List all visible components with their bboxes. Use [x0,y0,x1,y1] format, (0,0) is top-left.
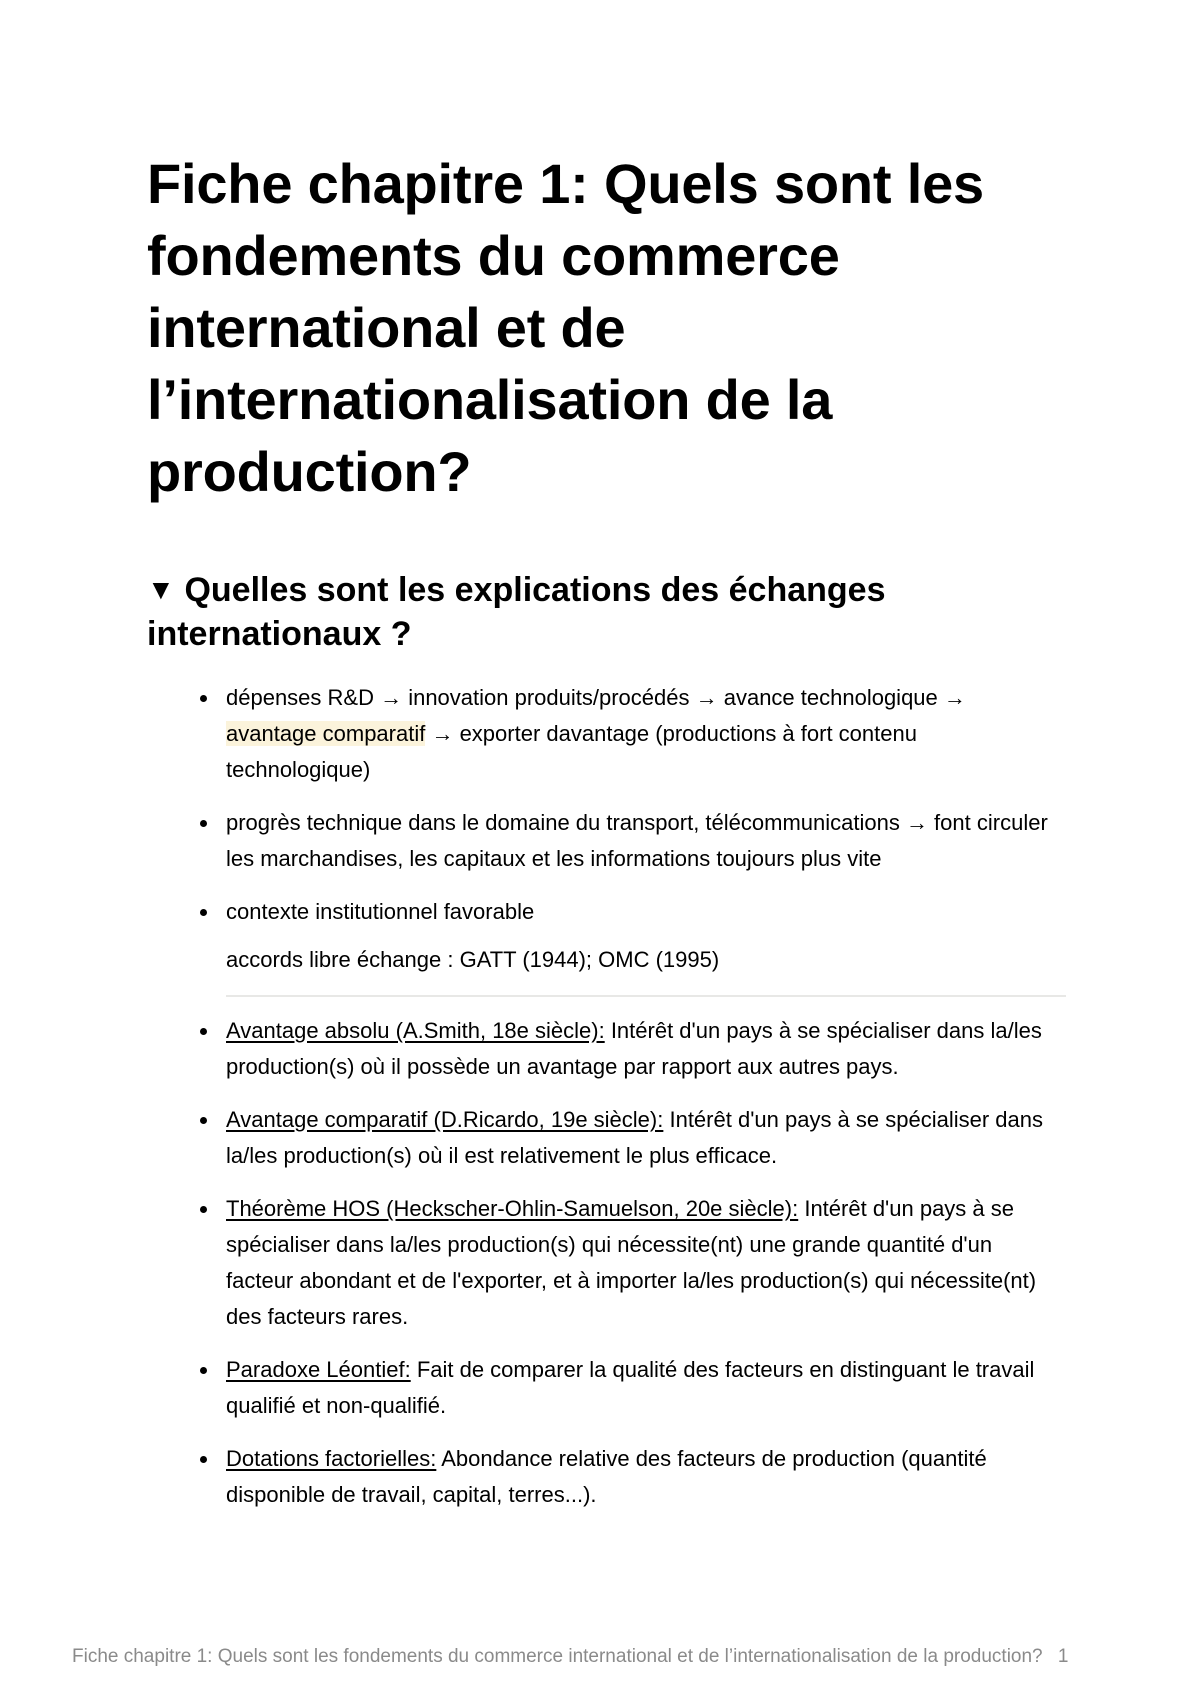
list-item-text: contexte institutionnel favorable [226,899,535,924]
definition-term: Avantage absolu (A.Smith, 18e siècle): [226,1018,605,1043]
bullet-dot-icon [200,909,207,916]
footer-title: Fiche chapitre 1: Quels sont les fondements du commerce international et de l’internationalisation de la production? [72,1646,1043,1667]
definition-item [147,1191,1062,1335]
definition-text: Intérêt d'un pays à se spécialiser dans la/les production(s) où il est relativement le plus efficace. [226,1107,1043,1168]
definition-term: Avantage comparatif (D.Ricardo, 19e siècle): [226,1107,664,1132]
list-item [147,894,1062,978]
divider [226,995,1066,997]
list-item-text: progrès technique dans le domaine du transport, télécommunications → font circuler les marchandises, les capitaux et les informations toujours plus vite [226,810,1048,871]
definition-text: Fait de comparer la qualité des facteurs en distinguant le travail qualifié et non-qualifié. [226,1357,1035,1418]
highlighted-term: avantage comparatif [226,721,426,746]
toggle-triangle-icon[interactable]: ▼ [147,574,175,605]
page-footer [72,1645,1152,1669]
list-item-text: → exporter davantage (productions à fort contenu technologique) [226,721,917,782]
section-heading-text: Quelles sont les explications des échanges internationaux ? [147,571,886,653]
document-page [147,148,1062,1530]
list-item-subtext: accords libre échange : GATT (1944); OMC (1995) [226,947,720,972]
definition-text: Intérêt d'un pays à se spécialiser dans la/les production(s) qui nécessite(nt) une grande quantité d'un facteur abondant et de l'exporter, et à importer la/les production(s) qui nécessite(nt) des facteurs rares. [226,1196,1037,1329]
list-item-text: dépenses R&D → innovation produits/procédés → avance technologique → [226,685,966,710]
bullet-dot-icon [200,695,207,702]
definition-item [147,1441,1062,1513]
definition-item [147,1013,1062,1085]
page-title: Fiche chapitre 1: Quels sont les fondements du commerce international et de l’internationalisation de la production? [147,152,984,503]
bullet-dot-icon [200,1117,207,1124]
bullet-dot-icon [200,820,207,827]
list-item [147,805,1062,877]
footer-page-number: 1 [1057,1646,1069,1667]
list-item [147,680,1062,788]
bullet-dot-icon [200,1206,207,1213]
definition-term: Théorème HOS (Heckscher-Ohlin-Samuelson, 20e siècle): [226,1196,799,1221]
bullet-dot-icon [200,1367,207,1374]
bullet-dot-icon [200,1456,207,1463]
definition-term: Paradoxe Léontief: [226,1357,411,1382]
definitions-list [147,1013,1062,1513]
definition-item [147,1352,1062,1424]
definition-term: Dotations factorielles: [226,1446,437,1471]
definition-item [147,1102,1062,1174]
bullet-dot-icon [200,1028,207,1035]
definition-text: Intérêt d'un pays à se spécialiser dans la/les production(s) où il possède un avantage par rapport aux autres pays. [226,1018,1042,1079]
toggle-section-heading[interactable] [147,568,1062,656]
definition-text: Abondance relative des facteurs de production (quantité disponible de travail, capital, terres...). [226,1446,987,1507]
explanations-list [147,680,1062,978]
